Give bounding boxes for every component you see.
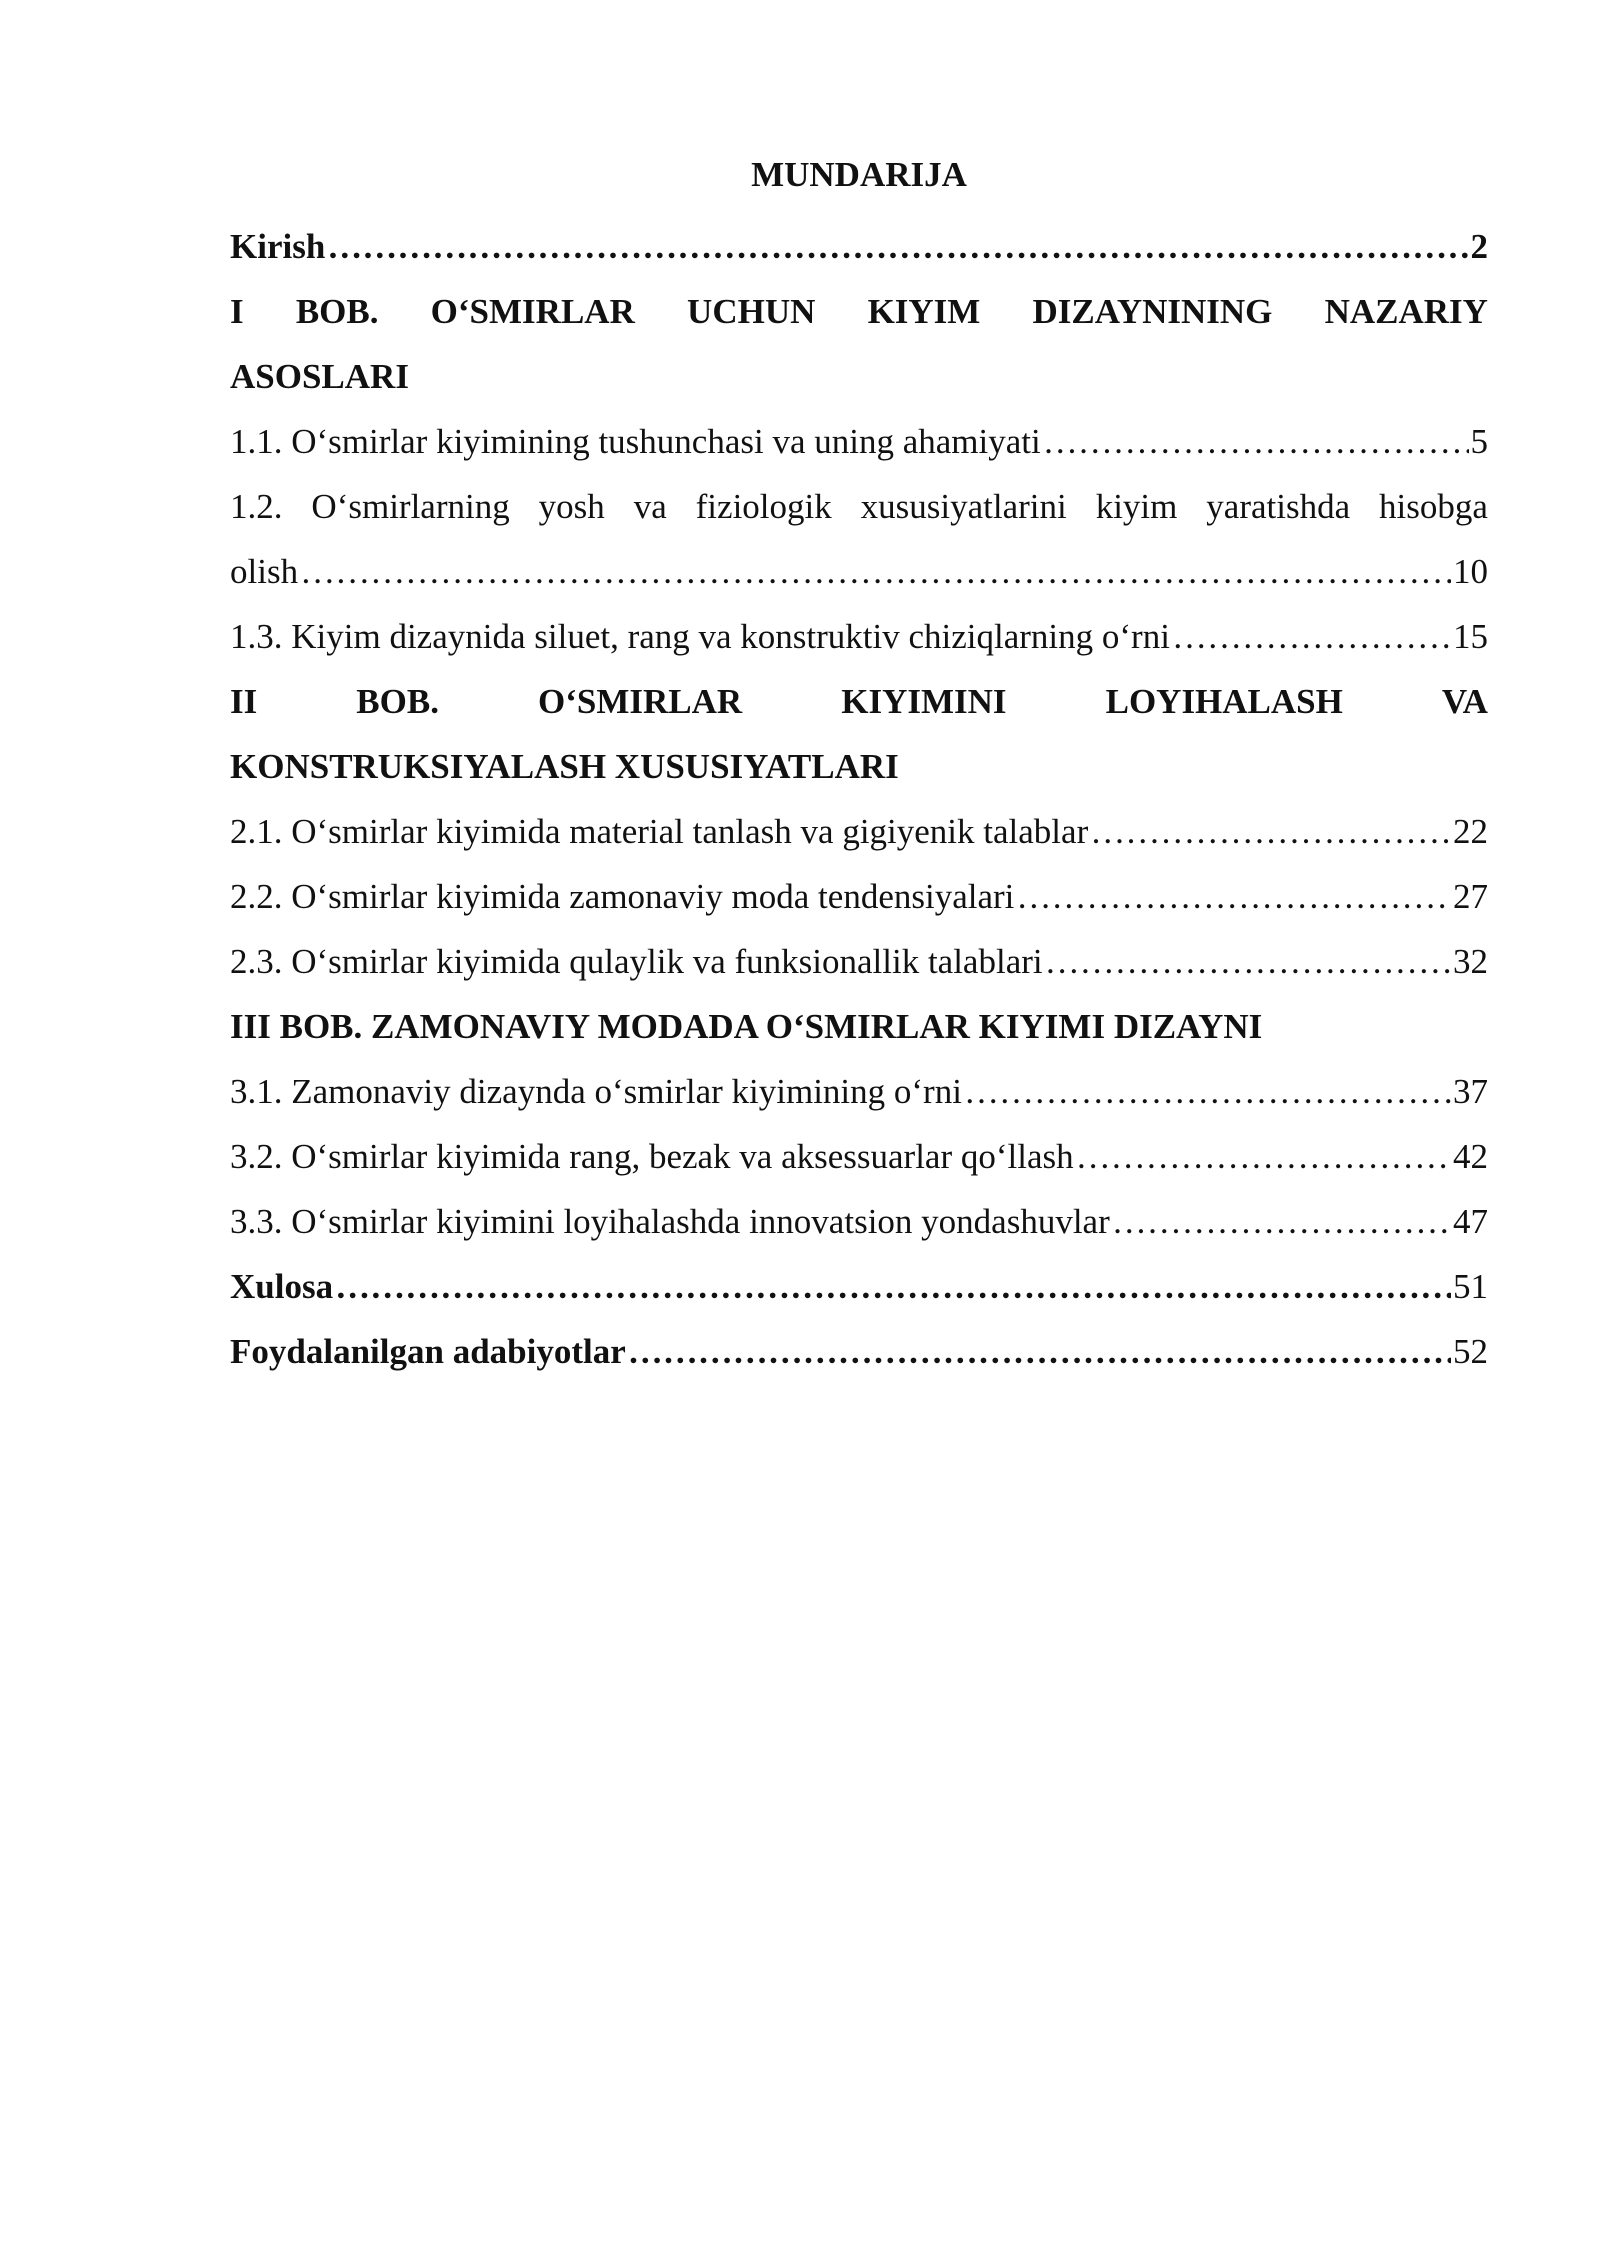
toc-page-number: 42: [1453, 1137, 1488, 1176]
heading-word: I: [230, 292, 244, 331]
heading-word: KIYIMINI: [841, 682, 1007, 721]
toc-entry-1-2-cont: [230, 539, 1488, 604]
heading-word: KIYIM: [867, 292, 981, 331]
toc-entry-intro: [230, 214, 1488, 279]
dot-leader: [1016, 864, 1451, 929]
toc-entry-3-2: [230, 1124, 1488, 1189]
entry-word: O‘smirlarning: [311, 487, 510, 526]
toc-page-number: 37: [1453, 1072, 1488, 1111]
dot-leader: [964, 1059, 1451, 1124]
dot-leader: [335, 1254, 1451, 1319]
heading-word: LOYIHALASH: [1105, 682, 1343, 721]
toc-chapter-1-heading-cont: ASOSLARI: [230, 357, 409, 396]
dot-leader: [1045, 929, 1451, 994]
toc-page-number: 32: [1453, 942, 1488, 981]
toc-chapter-3-heading: III BOB. ZAMONAVIY MODADA O‘SMIRLAR KIYIMI DIZAYNI: [230, 1007, 1263, 1046]
toc-page-number: 22: [1453, 812, 1488, 851]
toc-entry-3-3: [230, 1189, 1488, 1254]
toc-page-number: 27: [1453, 877, 1488, 916]
dot-leader: [327, 214, 1468, 279]
toc-entry-label: 2.2. O‘smirlar kiyimida zamonaviy moda tendensiyalari: [230, 877, 1015, 916]
dot-leader: [1043, 409, 1469, 474]
toc-entry-label: 1.1. O‘smirlar kiyimining tushunchasi va uning ahamiyati: [230, 422, 1041, 461]
toc-entry-2-3: [230, 929, 1488, 994]
toc-entry-label: 1.3. Kiyim dizaynida siluet, rang va konstruktiv chiziqlarning o‘rni: [230, 617, 1170, 656]
heading-word: VA: [1441, 682, 1488, 721]
toc-page-number: 5: [1470, 422, 1488, 461]
toc-entry-label: Foydalanilgan adabiyotlar: [230, 1332, 626, 1371]
entry-word: xususiyatlarini: [860, 487, 1067, 526]
toc-chapter-2-heading-cont: KONSTRUKSIYALASH XUSUSIYATLARI: [230, 747, 899, 786]
heading-word: BOB.: [356, 682, 439, 721]
toc-page-number: 47: [1453, 1202, 1488, 1241]
toc-entry-1-3: [230, 604, 1488, 669]
heading-word: BOB.: [295, 292, 379, 331]
toc-entry-conclusion: [230, 1254, 1488, 1319]
toc-entry-label: 2.3. O‘smirlar kiyimida qulaylik va funksionallik talablari: [230, 942, 1043, 981]
heading-word: II: [230, 682, 258, 721]
entry-word: yosh: [538, 487, 605, 526]
toc-title: MUNDARIJA: [751, 155, 967, 194]
toc-entry-label: Xulosa: [230, 1267, 334, 1306]
toc-entry-1-2: [230, 474, 1488, 539]
dot-leader: [1172, 604, 1451, 669]
toc-chapter-2-heading: [230, 669, 1488, 734]
toc-entry-3-1: [230, 1059, 1488, 1124]
entry-word: 1.2.: [230, 487, 283, 526]
heading-word: O‘SMIRLAR: [538, 682, 743, 721]
entry-word: hisobga: [1379, 487, 1488, 526]
toc-entry-label: 3.3. O‘smirlar kiyimini loyihalashda innovatsion yondashuvlar: [230, 1202, 1110, 1241]
dot-leader: [1090, 799, 1451, 864]
dot-leader: [300, 539, 1451, 604]
toc-entry-2-1: [230, 799, 1488, 864]
table-of-contents: [230, 150, 1488, 1384]
heading-word: DIZAYNINING: [1032, 292, 1273, 331]
dot-leader: [1112, 1189, 1451, 1254]
toc-page-number: 51: [1453, 1267, 1488, 1306]
entry-word: fiziologik: [695, 487, 832, 526]
dot-leader: [628, 1319, 1451, 1384]
entry-word: kiyim: [1095, 487, 1178, 526]
heading-word: NAZARIY: [1324, 292, 1488, 331]
toc-entry-label: 3.2. O‘smirlar kiyimida rang, bezak va aksessuarlar qo‘llash: [230, 1137, 1074, 1176]
toc-entry-label: 2.1. O‘smirlar kiyimida material tanlash va gigiyenik talablar: [230, 812, 1089, 851]
toc-entry-label: 3.1. Zamonaviy dizaynda o‘smirlar kiyimining o‘rni: [230, 1072, 962, 1111]
toc-entry-1-1: [230, 409, 1488, 474]
toc-entry-2-2: [230, 864, 1488, 929]
toc-page-number: 2: [1470, 227, 1488, 266]
toc-chapter-1-heading: [230, 279, 1488, 344]
toc-entry-label: olish: [230, 552, 299, 591]
entry-word: yaratishda: [1206, 487, 1351, 526]
heading-word: UCHUN: [687, 292, 816, 331]
toc-entry-label: Kirish: [230, 227, 326, 266]
toc-entry-references: [230, 1319, 1488, 1384]
heading-word: O‘SMIRLAR: [430, 292, 635, 331]
toc-page-number: 52: [1453, 1332, 1488, 1371]
toc-page-number: 10: [1453, 552, 1488, 591]
toc-page-number: 15: [1453, 617, 1488, 656]
entry-word: va: [633, 487, 667, 526]
dot-leader: [1076, 1124, 1451, 1189]
